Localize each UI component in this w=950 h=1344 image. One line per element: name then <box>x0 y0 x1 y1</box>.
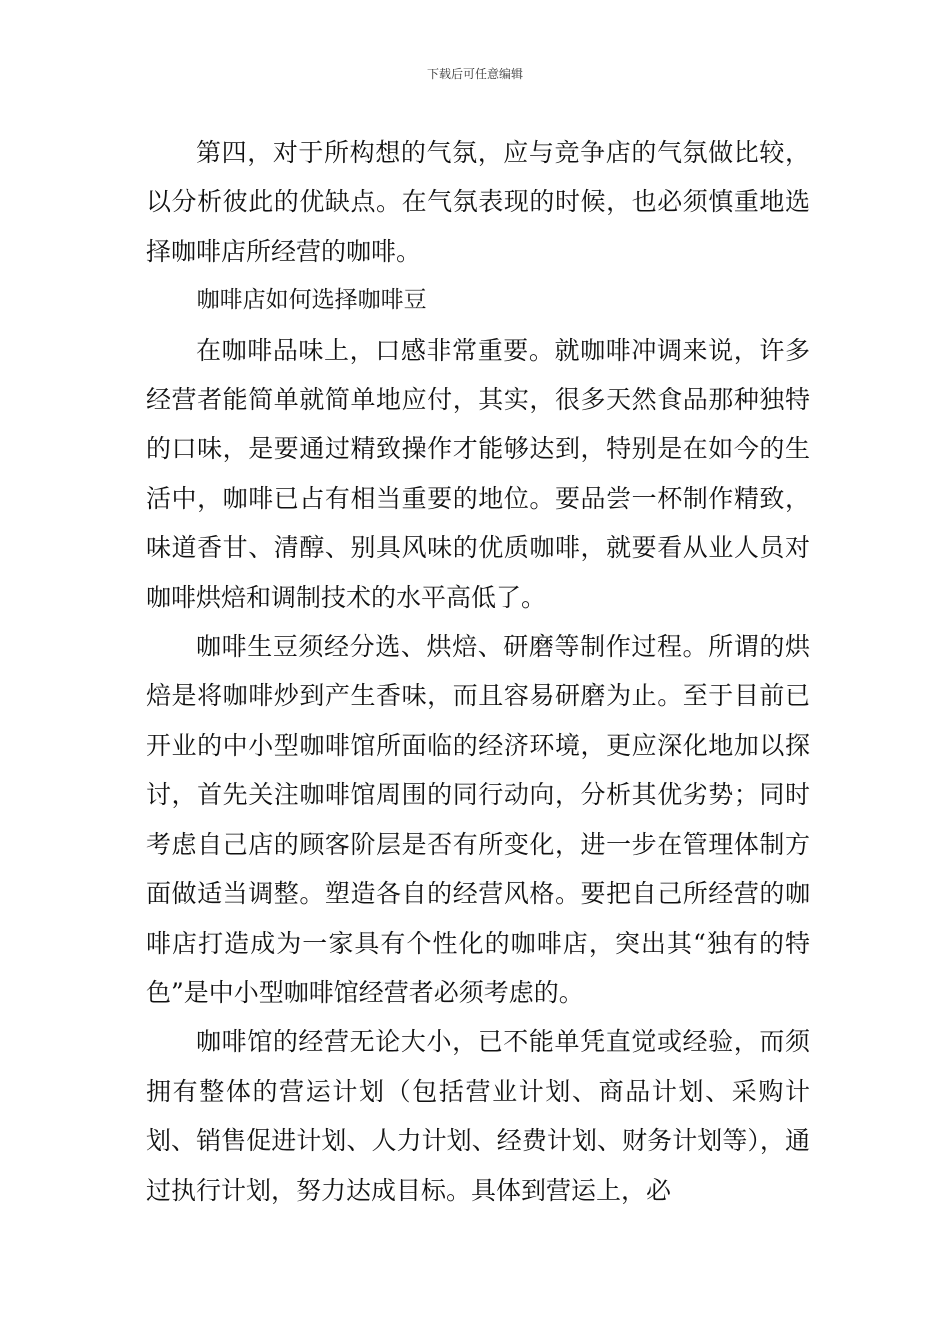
paragraph-planning: 咖啡馆的经营无论大小，已不能单凭直觉或经验，而须拥有整体的营运计划（包括营业计划、商品计划、采购计划、销售促进计划、人力计划、经费计划、财务计划等），通过执行计划，努力达成目标。具体到营运上，必 <box>146 1027 810 1205</box>
document-body <box>146 128 810 1215</box>
page-header: 下载后可任意编辑 <box>426 67 523 81</box>
paragraph-roasting: 咖啡生豆须经分选、烘焙、研磨等制作过程。所谓的烘焙是将咖啡炒到产生香味，而且容易研磨为止。至于目前已开业的中小型咖啡馆所面临的经济环境，更应深化地加以探讨，首先关注咖啡馆周围的同行动向，分析其优劣势；同时考虑自己店的顾客阶层是否有所变化，进一步在管理体制方面做适当调整。塑造各自的经营风格。要把自己所经营的咖啡店打造成为一家具有个性化的咖啡店，突出其“独有的特色”是中小型咖啡馆经营者必须考虑的。 <box>146 632 810 1007</box>
paragraph-atmosphere: 第四，对于所构想的气氛，应与竞争店的气氛做比较，以分析彼此的优缺点。在气氛表现的时候，也必须慎重地选择咖啡店所经营的咖啡。 <box>146 138 810 266</box>
paragraph-taste: 在咖啡品味上，口感非常重要。就咖啡冲调来说，许多经营者能简单就简单地应付，其实，很多天然食品那种独特的口味，是要通过精致操作才能够达到，特别是在如今的生活中，咖啡已占有相当重要的地位。要品尝一杯制作精致，味道香甘、清醇、别具风味的优质咖啡，就要看从业人员对咖啡烘焙和调制技术的水平高低了。 <box>146 335 810 612</box>
section-heading: 咖啡店如何选择咖啡豆 <box>196 287 427 314</box>
